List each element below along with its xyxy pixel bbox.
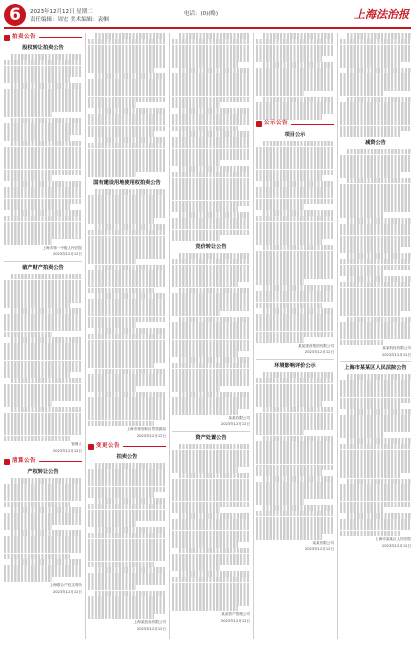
notice-date: 2023年12月12日 (52, 589, 82, 594)
notice-signature: 上海市规划和自然资源局 (126, 427, 166, 432)
notice-date: 2023年12月12日 (136, 433, 166, 438)
notice-body (256, 33, 334, 120)
notice-body (4, 274, 82, 441)
notice-title: 项目公示 (284, 131, 306, 138)
notice-date: 2023年12月12日 (304, 350, 334, 355)
notice-body (4, 478, 82, 582)
notice-signature: 管理人 (71, 442, 82, 447)
notice-body (172, 33, 250, 241)
editor-credits: 责任编辑：周宏 美术编辑：袁帼 (30, 17, 109, 23)
page-number-badge: 6 (4, 4, 26, 26)
notice-body (4, 54, 82, 245)
section-tag-icon (4, 459, 10, 465)
notice-signature: 某某科技有限公司 (382, 346, 411, 351)
notice-body (88, 189, 166, 426)
notice-title: 环境影响评价公示 (274, 363, 316, 370)
notice-signature: 某某资产管理公司 (221, 612, 250, 617)
notice-date: 2023年12月12日 (381, 352, 411, 357)
notice-date: 2023年12月12日 (220, 422, 250, 427)
notice-signature: 上海某拍卖有限公司 (133, 620, 166, 625)
notice-signature: 某某建设集团有限公司 (298, 343, 334, 348)
section-header: 公示公告 (256, 120, 334, 129)
notice-title: 上海市某某区人民法院公告 (344, 365, 407, 372)
notice-body (340, 33, 411, 137)
column-1 (4, 33, 82, 599)
notice-date: 2023年12月12日 (220, 618, 250, 623)
notice-title: 竞价转让公告 (195, 243, 227, 250)
notice-signature: 上海联合产权交易所 (49, 583, 82, 588)
notice-body (256, 372, 334, 539)
notice-body (340, 374, 411, 536)
masthead-rule (4, 27, 411, 29)
notice-title: 产权转让公告 (27, 469, 59, 476)
notice-signature: 上海市第一中级人民法院 (42, 245, 82, 250)
notice-title: 股权转让拍卖公告 (22, 45, 64, 51)
section-tag-icon (88, 444, 94, 450)
notice-signature: 某某有限公司 (228, 415, 250, 420)
notice-date: 2023年12月12日 (136, 626, 166, 631)
section-header: 清算公告 (4, 457, 82, 466)
notice-signature: 某某有限公司 (312, 540, 334, 545)
issue-date: 2023年12月12日 星期二 (30, 9, 93, 15)
section-tag-icon (256, 121, 262, 127)
notice-body (172, 444, 250, 611)
notice-title: 破产财产拍卖公告 (22, 264, 64, 271)
column-5 (340, 33, 411, 552)
notice-date: 2023年12月12日 (381, 543, 411, 548)
section-header: 变更公告 (88, 442, 166, 451)
notice-body (256, 141, 334, 343)
section-header: 拍卖公告 (4, 33, 82, 42)
notice-date: 2023年12月12日 (52, 448, 82, 453)
column-3 (172, 33, 250, 627)
contact-phone: 电话：(0)(略) (184, 11, 219, 17)
notice-body (172, 253, 250, 415)
notice-title: 减资公告 (365, 139, 386, 146)
masthead (4, 3, 411, 29)
newspaper-brand: 上海法治报 (354, 8, 409, 21)
notice-body (88, 463, 166, 619)
column-4 (256, 33, 334, 556)
notice-body (340, 149, 411, 345)
section-tag-icon (4, 35, 10, 41)
notice-date: 2023年12月12日 (304, 547, 334, 552)
column-2 (88, 33, 166, 635)
notice-date: 2023年12月12日 (52, 252, 82, 257)
notice-body (88, 33, 166, 177)
notice-title: 国有建设用地使用权拍卖公告 (93, 180, 161, 187)
notice-title: 资产处置公告 (195, 434, 227, 441)
notice-signature: 上海市某某区人民法院 (375, 537, 411, 542)
notice-title: 拍卖公告 (116, 454, 138, 461)
